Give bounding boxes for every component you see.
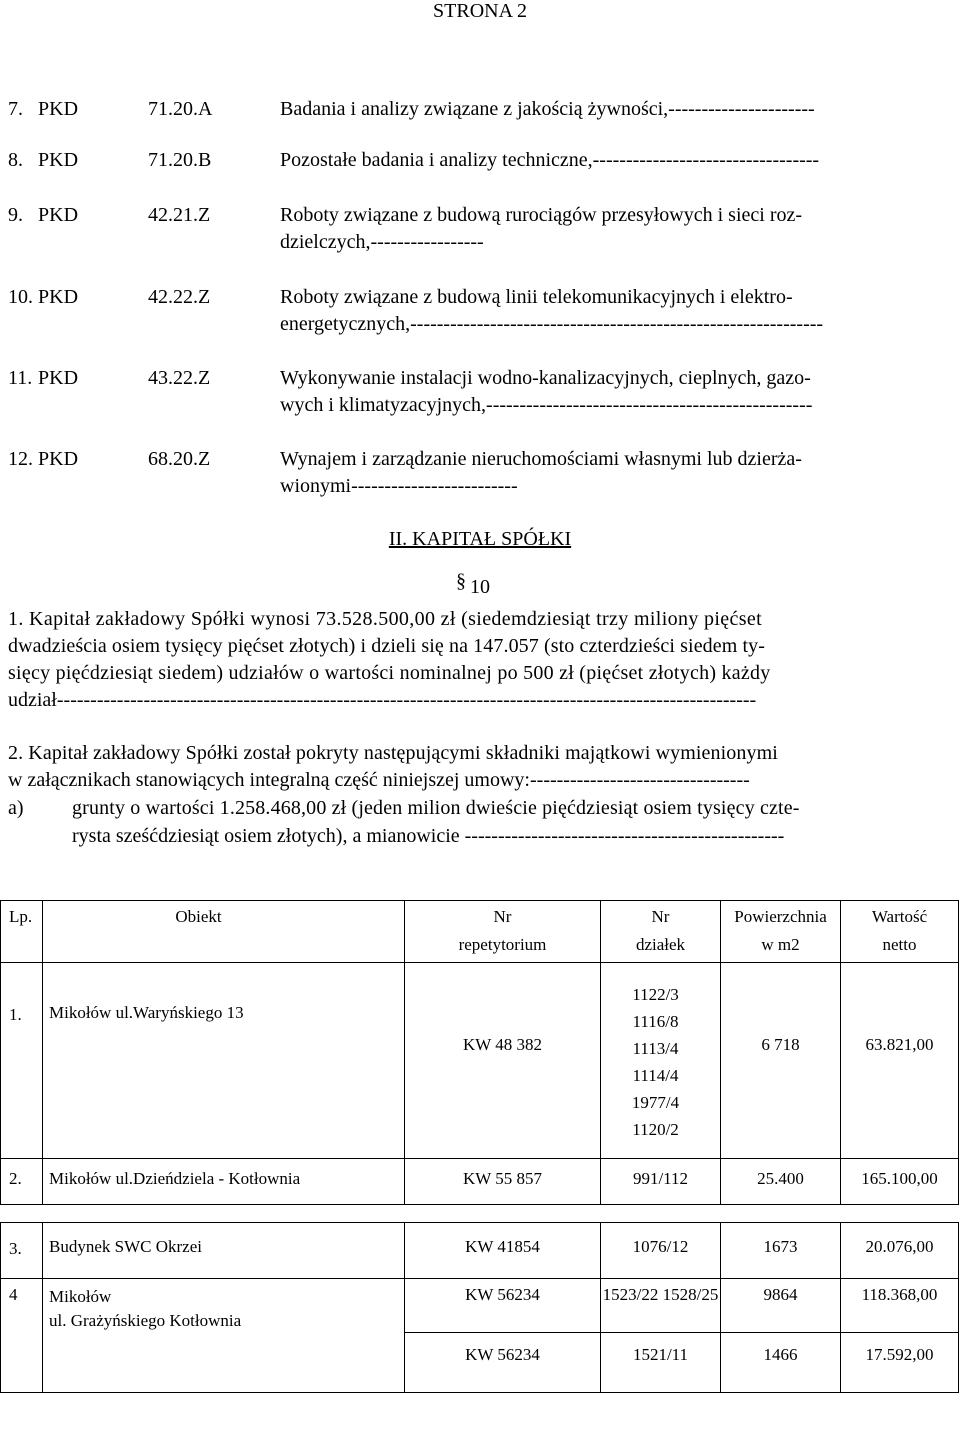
row4a-kw: KW 56234 bbox=[405, 1279, 601, 1333]
pkd-desc-9-cont: dzielczych,----------------- bbox=[280, 231, 484, 253]
header-powierzchnia: Powierzchnia w m2 bbox=[721, 901, 841, 963]
pkd-code-11: 43.22.Z bbox=[148, 367, 211, 389]
page-header: STRONA 2 bbox=[433, 0, 527, 22]
row1-obiekt: Mikołów ul.Waryńskiego 13 bbox=[43, 963, 405, 1159]
row4b-dzialki: 1521/11 bbox=[601, 1333, 721, 1393]
pkd-label-9: PKD bbox=[38, 204, 79, 226]
pkd-desc-9: Roboty związane z budową rurociągów przesyłowych i sieci roz- bbox=[280, 204, 803, 226]
header-nr-repetytorium: Nr repetytorium bbox=[405, 901, 601, 963]
pkd-code-12: 68.20.Z bbox=[148, 448, 211, 470]
pkd-desc-10-cont: energetycznych,-------------------------------------------------------------- bbox=[280, 313, 824, 335]
table-row bbox=[1, 1159, 959, 1205]
row2-kw: KW 55 857 bbox=[405, 1159, 601, 1205]
row2-pow: 25.400 bbox=[721, 1159, 841, 1205]
pkd-desc-11-cont: wych i klimatyzacyjnych,------------------------------------------------- bbox=[280, 394, 813, 416]
pkd-code-7: 71.20.A bbox=[148, 98, 213, 120]
p1-line-1: 1. Kapitał zakładowy Spółki wynosi 73.528.500,00 zł (siedemdziesiąt trzy miliony pięćset bbox=[8, 608, 762, 630]
row3-wart: 20.076,00 bbox=[841, 1223, 959, 1279]
row3-obiekt: Budynek SWC Okrzei bbox=[43, 1223, 405, 1279]
row4-obiekt: Mikołów ul. Grażyńskiego Kotłownia bbox=[43, 1279, 405, 1393]
dzialka: 1114/4 bbox=[632, 1066, 679, 1085]
pkd-desc-12: Wynajem i zarządzanie nieruchomościami własnymi lub dzierża- bbox=[280, 448, 802, 470]
pkd-label-12: PKD bbox=[38, 448, 79, 470]
table-spacer-row bbox=[1, 1205, 959, 1223]
table-row bbox=[1, 1279, 959, 1333]
dzialka: 1116/8 bbox=[632, 1012, 679, 1031]
dzialka: 1977/4 bbox=[631, 1093, 680, 1112]
paragraph-sign bbox=[0, 570, 960, 599]
pkd-num-8: 8. bbox=[8, 149, 23, 171]
pkd-num-11: 11. bbox=[8, 367, 33, 389]
row1-wart: 63.821,00 bbox=[841, 963, 959, 1159]
row1-pow: 6 718 bbox=[721, 963, 841, 1159]
paragraph-number: 10 bbox=[470, 576, 490, 598]
row4a-pow: 9864 bbox=[721, 1279, 841, 1333]
pkd-desc-10: Roboty związane z budową linii telekomunikacyjnych i elektro- bbox=[280, 286, 793, 308]
row3-pow: 1673 bbox=[721, 1223, 841, 1279]
table-header-row bbox=[1, 901, 959, 963]
p1-line-3: sięcy pięćdziesiąt siedem) udziałów o wartości nominalnej po 500 zł (pięćset złotych) każdy bbox=[8, 662, 771, 684]
dzialka: 1113/4 bbox=[632, 1039, 679, 1058]
a-line-1: grunty o wartości 1.258.468,00 zł (jeden milion dwieście pięćdziesiąt osiem tysięcy czte- bbox=[72, 797, 800, 819]
p1-line-2: dwadzieścia osiem tysięcy pięćset złotych) i dzieli się na 147.057 (sto czterdzieści siedem ty- bbox=[8, 635, 766, 657]
pkd-desc-11: Wykonywanie instalacji wodno-kanalizacyjnych, cieplnych, gazo- bbox=[280, 367, 811, 389]
row4b-kw: KW 56234 bbox=[405, 1333, 601, 1393]
row4a-dzialki: 1523/22 1528/25 bbox=[601, 1279, 721, 1333]
section-title: II. KAPITAŁ SPÓŁKI bbox=[388, 528, 572, 550]
row3-dzialki: 1076/12 bbox=[601, 1223, 721, 1279]
header-wartosc: Wartość netto bbox=[841, 901, 959, 963]
row1-kw: KW 48 382 bbox=[405, 963, 601, 1159]
row2-obiekt: Mikołów ul.Dzieńdziela - Kotłownia bbox=[43, 1159, 405, 1205]
pkd-code-8: 71.20.B bbox=[148, 149, 212, 171]
a-label: a) bbox=[8, 797, 24, 819]
pkd-num-12: 12. bbox=[8, 448, 33, 470]
pkd-num-7: 7. bbox=[8, 98, 23, 120]
row3-kw: KW 41854 bbox=[405, 1223, 601, 1279]
p1-line-4: udział--------------------------------------------------------------------------------------------------------- bbox=[8, 689, 757, 711]
row4a-wart: 118.368,00 bbox=[841, 1279, 959, 1333]
dzialka: 1122/3 bbox=[632, 985, 679, 1004]
table-row bbox=[1, 963, 959, 1159]
row1-dzialki bbox=[601, 963, 721, 1159]
pkd-desc-12-cont: wionymi------------------------- bbox=[280, 475, 518, 497]
row2-wart: 165.100,00 bbox=[841, 1159, 959, 1205]
header-nr-dzialek: Nr działek bbox=[601, 901, 721, 963]
row1-lp: 1. bbox=[1, 963, 43, 1159]
row4b-pow: 1466 bbox=[721, 1333, 841, 1393]
pkd-num-9: 9. bbox=[8, 204, 23, 226]
assets-table bbox=[0, 900, 959, 1393]
header-lp: Lp. bbox=[1, 901, 43, 963]
pkd-num-10: 10. bbox=[8, 286, 33, 308]
p2-line-1: 2. Kapitał zakładowy Spółki został pokryty następującymi składniki majątkowi wymienionymi bbox=[8, 742, 778, 764]
header-obiekt: Obiekt bbox=[43, 901, 405, 963]
pkd-label-10: PKD bbox=[38, 286, 79, 308]
pkd-label-11: PKD bbox=[38, 367, 79, 389]
dzialka: 1120/2 bbox=[632, 1120, 679, 1139]
pkd-code-10: 42.22.Z bbox=[148, 286, 211, 308]
pkd-code-9: 42.21.Z bbox=[148, 204, 211, 226]
table-row bbox=[1, 1223, 959, 1279]
pkd-desc-7: Badania i analizy związane z jakością żywności,---------------------- bbox=[280, 98, 815, 120]
row2-dzialki: 991/112 bbox=[601, 1159, 721, 1205]
row2-lp: 2. bbox=[1, 1159, 43, 1205]
row4-lp: 4 bbox=[1, 1279, 43, 1393]
row3-lp: 3. bbox=[1, 1223, 43, 1279]
a-line-2: rysta sześćdziesiąt osiem złotych), a mianowicie ------------------------------------------------ bbox=[72, 825, 785, 847]
pkd-label-8: PKD bbox=[38, 149, 79, 171]
p2-line-2: w załącznikach stanowiących integralną część niniejszej umowy:--------------------------------- bbox=[8, 769, 750, 791]
row4b-wart: 17.592,00 bbox=[841, 1333, 959, 1393]
pkd-desc-8: Pozostałe badania i analizy techniczne,---------------------------------- bbox=[280, 149, 820, 171]
pkd-label-7: PKD bbox=[38, 98, 79, 120]
section-sign-icon: § bbox=[456, 570, 466, 592]
